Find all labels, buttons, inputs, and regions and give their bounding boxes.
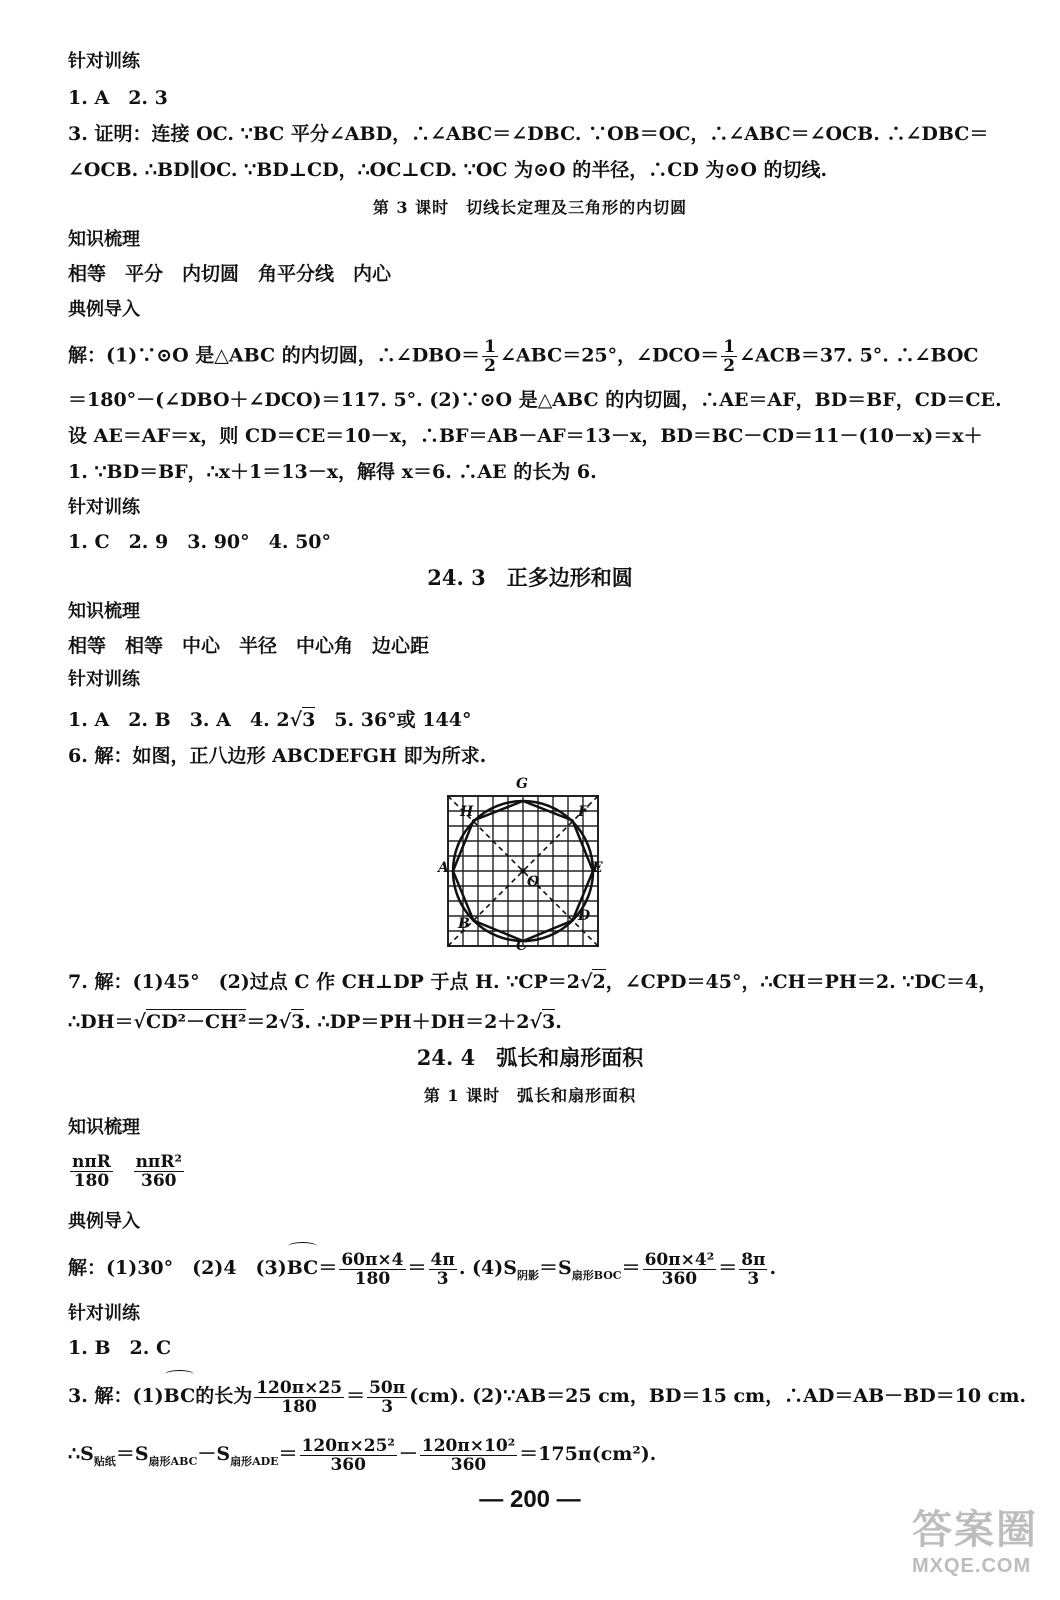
label-a: A: [438, 860, 449, 876]
answer-line: 相等 平分 内切圆 角平分线 内心: [68, 263, 392, 285]
text-span: 的长为: [195, 1385, 253, 1407]
text-span: －: [398, 1443, 418, 1465]
denominator: 3: [747, 1268, 760, 1289]
text-span: ∴DH＝: [68, 1011, 134, 1033]
section-heading: 知识梳理: [68, 229, 140, 250]
section-heading: 知识梳理: [68, 1117, 140, 1138]
denominator: 360: [450, 1454, 487, 1475]
numerator: 120π×25: [256, 1377, 343, 1398]
denominator: 360: [141, 1170, 177, 1191]
answer-line: 1. C 2. 9 3. 90° 4. 50°: [68, 531, 332, 553]
section-heading: 典例导入: [68, 1211, 140, 1232]
lesson-title: 第 3 课时 切线长定理及三角形的内切圆: [372, 198, 688, 217]
watermark-url: MXQE.COM: [912, 1555, 1032, 1577]
answer-line: 1. A 2. B 3. A 4. 2√3 5. 36°或 144°: [68, 709, 472, 731]
answer-line: [68, 338, 1000, 375]
text-span: ＝: [407, 1257, 427, 1279]
fraction: [339, 1251, 405, 1288]
fraction: [367, 1379, 407, 1416]
subscript: 扇形ADE: [230, 1454, 279, 1468]
answer-line: 相等 相等 中心 半径 中心角 边心距: [68, 635, 430, 657]
fraction: [429, 1251, 457, 1288]
text-span: ∠ABC＝25°，∠DCO＝: [500, 344, 720, 367]
denominator: 180: [73, 1170, 110, 1191]
subscript: 阴影: [516, 1268, 539, 1282]
fraction: [482, 338, 498, 375]
numerator: 4π: [430, 1249, 455, 1270]
numerator: nπR²: [135, 1151, 182, 1172]
section-heading: 针对训练: [68, 669, 140, 690]
numerator: 1: [484, 337, 496, 357]
text-span: ∴S: [68, 1443, 94, 1465]
fraction: [300, 1437, 397, 1474]
fraction: [420, 1437, 517, 1474]
sector-area-formula: [134, 1153, 184, 1190]
numerator: 60π×4²: [644, 1249, 715, 1270]
lesson-title: 第 1 课时 弧长和扇形面积: [423, 1086, 637, 1105]
formula-line: [68, 1150, 1000, 1190]
label-e: E: [592, 860, 603, 876]
label-f: F: [578, 804, 588, 820]
page-number: — 200 —: [479, 1486, 581, 1513]
answer-line: 1. ∵BD＝BF，∴x＋1＝13－x，解得 x＝6. ∴AE 的长为 6.: [68, 461, 597, 483]
label-b: B: [458, 916, 470, 932]
answer-line: 6. 解：如图，正八边形 ABCDEFGH 即为所求.: [68, 745, 487, 767]
text-span: ∠ACB＝37. 5°. ∴∠BOC: [739, 344, 979, 367]
denominator: 180: [354, 1268, 391, 1289]
numerator: 1: [723, 337, 736, 357]
text-span: ＝: [318, 1257, 338, 1279]
denominator: 360: [661, 1268, 698, 1289]
text-span: . (4)S: [458, 1257, 517, 1279]
radicand: CD²－CH²: [146, 1011, 247, 1033]
numerator: 120π×25²: [301, 1435, 395, 1456]
watermark-logo: [912, 1506, 1052, 1596]
answer-line: 3. 证明：连接 OC. ∵BC 平分∠ABD，∴∠ABC＝∠DBC. ∵OB＝OC，∴∠ABC＝∠OCB. ∴∠DBC＝: [68, 123, 989, 145]
text-span: ＝S: [538, 1257, 572, 1279]
numerator: 50π: [369, 1377, 406, 1398]
answer-line: 7. 解：(1)45° (2)过点 C 作 CH⊥DP 于点 H. ∵CP＝2√2，∠CPD＝45°，∴CH＝PH＝2. ∵DC＝4，: [68, 971, 998, 993]
text-span: 解：(1)30° (2)4 (3): [68, 1257, 287, 1279]
answer-line: 1. B 2. C: [68, 1337, 172, 1359]
answer-line: ∠OCB. ∴BD∥OC. ∵BD⊥CD，∴OC⊥CD. ∵OC 为⊙O 的半径，∴CD 为⊙O 的切线.: [68, 159, 828, 181]
watermark-text: 答案圈: [912, 1508, 1038, 1552]
fraction: [739, 1251, 767, 1288]
arc-symbol: BC: [287, 1248, 319, 1288]
answer-line: 1. A 2. 3: [68, 87, 168, 109]
text-span: . ∴DP＝PH＋DH＝2＋2: [304, 1011, 530, 1033]
text-span: ＝S: [115, 1443, 149, 1465]
text-span: －S: [197, 1443, 231, 1465]
label-o: O: [527, 874, 540, 890]
numerator: 120π×10²: [421, 1435, 516, 1456]
text-span: .: [555, 1011, 562, 1033]
text-span: ＝175π(cm²).: [519, 1443, 657, 1465]
section-title: 24. 3 正多边形和圆: [427, 565, 633, 590]
arc-symbol: BC: [164, 1376, 196, 1416]
text-span: ＝2: [246, 1011, 279, 1033]
denominator: 360: [330, 1454, 366, 1475]
text-span: .: [769, 1257, 777, 1279]
label-g: G: [516, 776, 528, 792]
text-span: ＝: [621, 1257, 641, 1279]
denominator: 2: [484, 356, 496, 376]
text-span: 解：(1)∵⊙O 是△ABC 的内切圆，∴∠DBO＝: [68, 344, 481, 367]
fraction: [643, 1251, 717, 1288]
section-heading: 针对训练: [68, 1303, 140, 1324]
text-span: ，∠CPD＝45°，∴CH＝PH＝2. ∵DC＝4，: [605, 971, 998, 993]
section-heading: 知识梳理: [68, 601, 140, 622]
text-span: 7. 解：(1)45° (2)过点 C 作 CH⊥DP 于点 H. ∵CP＝2: [68, 971, 580, 993]
fraction: [721, 338, 737, 375]
text-span: ＝: [718, 1257, 738, 1279]
label-d: D: [578, 908, 591, 924]
octagon-figure: [436, 778, 616, 958]
subscript: 扇形ABC: [148, 1454, 198, 1468]
section-title: 24. 4 弧长和扇形面积: [416, 1045, 644, 1070]
text-span: 5. 36°或 144°: [315, 709, 472, 731]
text-span: (cm). (2)∵AB＝25 cm，BD＝15 cm，∴AD＝AB－BD＝10 cm.: [409, 1385, 1027, 1407]
label-h: H: [460, 804, 474, 820]
answer-line: [68, 1248, 1000, 1296]
numerator: 8π: [741, 1249, 766, 1270]
radicand: 2: [592, 971, 606, 993]
radicand: 3: [302, 709, 316, 731]
section-heading: 典例导入: [68, 299, 140, 320]
answer-line: ∴DH＝√CD²－CH²＝2√3. ∴DP＝PH＋DH＝2＋2√3.: [68, 1011, 562, 1033]
denominator: 180: [281, 1396, 317, 1417]
numerator: nπR: [72, 1151, 111, 1172]
denominator: 3: [436, 1268, 449, 1289]
text-span: 3. 解：(1): [68, 1385, 164, 1407]
denominator: 3: [381, 1396, 394, 1417]
answer-line: ＝180°－(∠DBO＋∠DCO)＝117. 5°. (2)∵⊙O 是△ABC 的内切圆，∴AE＝AF，BD＝BF，CD＝CE.: [68, 389, 1002, 411]
section-heading: 针对训练: [68, 497, 140, 518]
denominator: 2: [723, 356, 736, 376]
arc-length-formula: [70, 1153, 113, 1190]
subscript: 贴纸: [93, 1454, 116, 1468]
fraction: [254, 1379, 344, 1416]
text-span: ＝: [278, 1443, 298, 1465]
text-span: ＝: [346, 1385, 366, 1407]
radicand: 3: [542, 1011, 556, 1033]
subscript: 扇形BOC: [571, 1268, 622, 1282]
answer-line: [68, 1376, 1027, 1417]
answer-line: [68, 1434, 1000, 1482]
answer-line: 设 AE＝AF＝x，则 CD＝CE＝10－x，∴BF＝AB－AF＝13－x，BD＝BC－CD＝11－(10－x)＝x＋: [68, 425, 983, 447]
numerator: 60π×4: [341, 1249, 404, 1270]
radicand: 3: [291, 1011, 305, 1033]
label-c: C: [516, 938, 528, 954]
section-heading: 针对训练: [68, 51, 140, 72]
text-span: 1. A 2. B 3. A 4. 2: [68, 709, 290, 731]
